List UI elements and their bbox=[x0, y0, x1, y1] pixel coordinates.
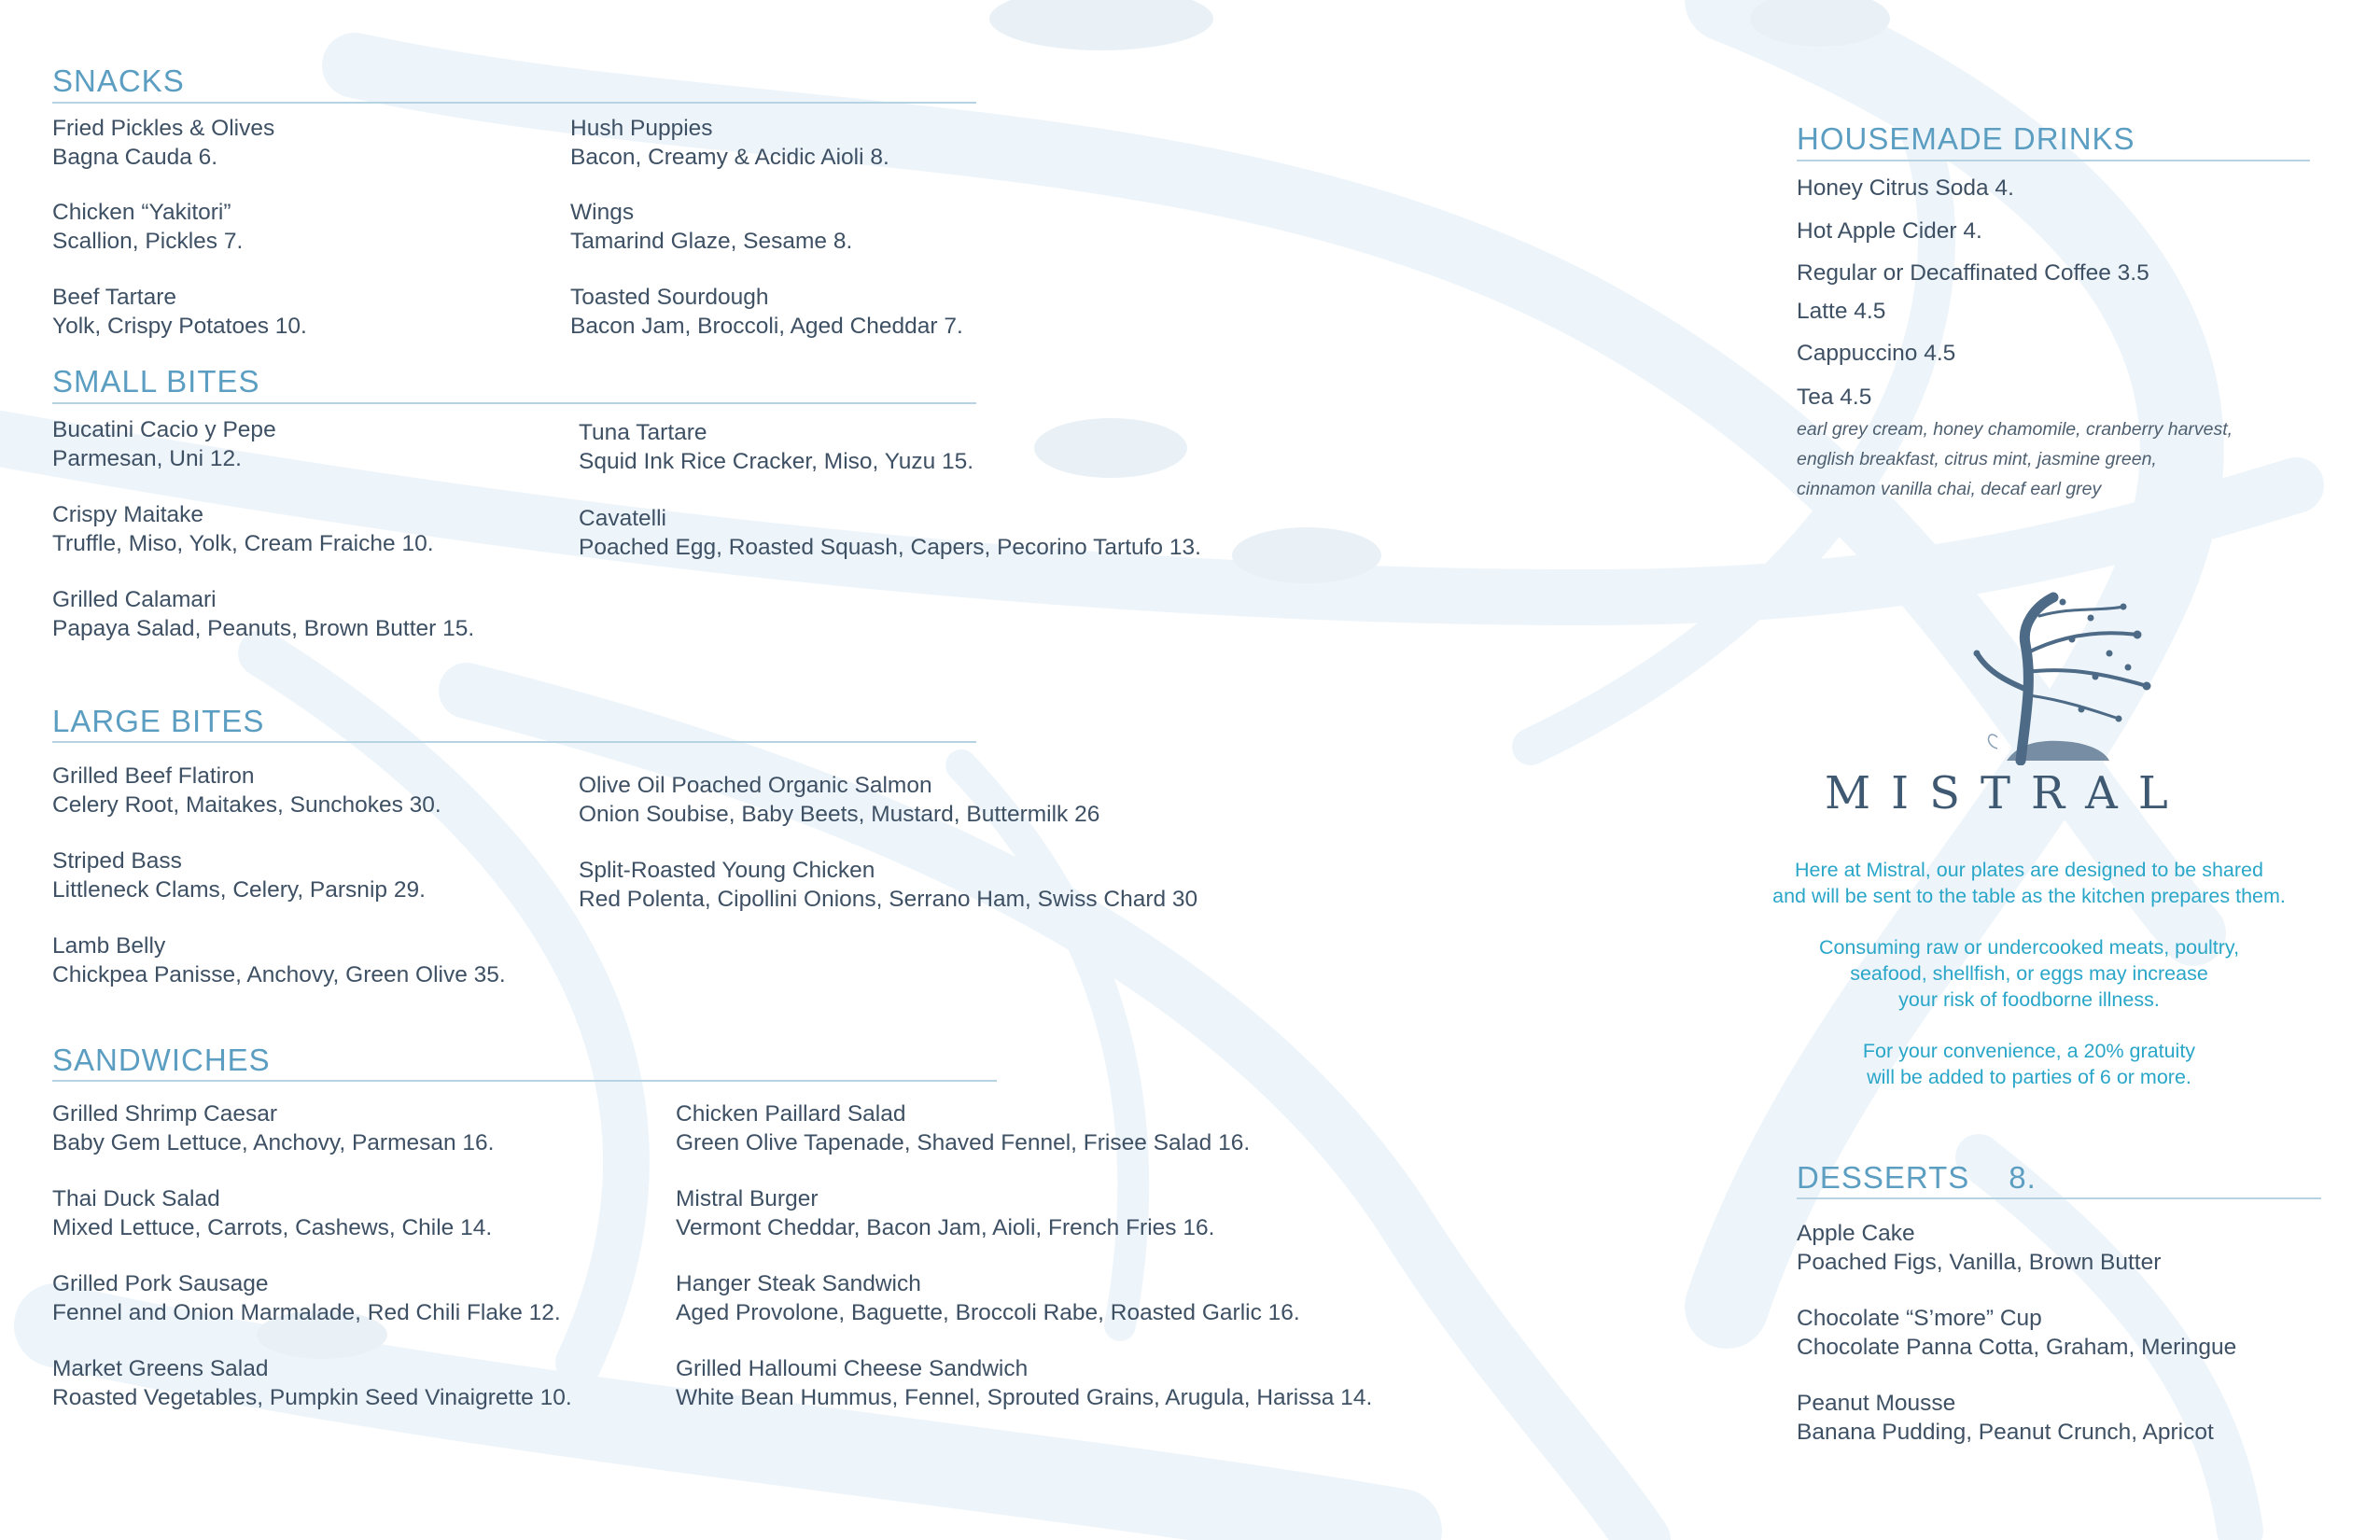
item-description: Bacon Jam, Broccoli, Aged Cheddar 7. bbox=[570, 314, 963, 339]
item-name: Wings bbox=[570, 200, 635, 225]
item-name: Bucatini Cacio y Pepe bbox=[52, 417, 276, 442]
section-divider bbox=[1797, 160, 2310, 161]
item-description: Scallion, Pickles 7. bbox=[52, 229, 244, 254]
item-name: Grilled Shrimp Caesar bbox=[52, 1101, 277, 1127]
item-name: Market Greens Salad bbox=[52, 1356, 269, 1381]
menu-item bbox=[1797, 1219, 2161, 1277]
item-name: Apple Cake bbox=[1797, 1221, 1915, 1246]
item-name: Fried Pickles & Olives bbox=[52, 116, 275, 141]
item-name: Grilled Beef Flatiron bbox=[52, 763, 255, 789]
note-line: Consuming raw or undercooked meats, poultry, bbox=[1818, 936, 2240, 959]
item-description: Squid Ink Rice Cracker, Miso, Yuzu 15. bbox=[579, 449, 974, 474]
item-name: Chicken Paillard Salad bbox=[676, 1101, 906, 1127]
item-name: Chocolate “S’more” Cup bbox=[1797, 1306, 2042, 1331]
section-divider bbox=[1797, 1197, 2321, 1199]
item-description: Truffle, Miso, Yolk, Cream Fraiche 10. bbox=[52, 531, 434, 556]
item-description: White Bean Hummus, Fennel, Sprouted Grains, Arugula, Harissa 14. bbox=[676, 1385, 1373, 1410]
item-name: Grilled Calamari bbox=[52, 587, 217, 612]
menu-item bbox=[52, 283, 307, 341]
item-description: Chickpea Panisse, Anchovy, Green Olive 35. bbox=[52, 962, 506, 987]
menu-item bbox=[52, 500, 434, 558]
note-line: seafood, shellfish, or eggs may increase bbox=[1850, 962, 2208, 985]
tea-flavors-list bbox=[1797, 414, 2233, 504]
menu-item bbox=[52, 1099, 494, 1157]
menu-item bbox=[52, 931, 506, 989]
menu-item bbox=[52, 198, 243, 256]
section-title-snacks: SNACKS bbox=[52, 63, 185, 98]
item-name: Grilled Halloumi Cheese Sandwich bbox=[676, 1356, 1029, 1381]
note-line: For your convenience, a 20% gratuity bbox=[1862, 1040, 2196, 1062]
item-description: Roasted Vegetables, Pumpkin Seed Vinaigrette 10. bbox=[52, 1385, 572, 1410]
item-name: Cavatelli bbox=[579, 506, 666, 531]
note-line: your risk of foodborne illness. bbox=[1898, 988, 2160, 1011]
item-name: Olive Oil Poached Organic Salmon bbox=[579, 773, 932, 798]
item-name: Beef Tartare bbox=[52, 285, 177, 310]
desserts-price: 8. bbox=[2009, 1160, 2037, 1195]
item-name: Tuna Tartare bbox=[579, 420, 707, 445]
menu-item bbox=[570, 114, 889, 172]
tea-flavors-line: english breakfast, citrus mint, jasmine green, bbox=[1797, 449, 2157, 469]
desserts-title: DESSERTS bbox=[1797, 1160, 1970, 1195]
item-description: Onion Soubise, Baby Beets, Mustard, Buttermilk 26 bbox=[579, 802, 1100, 827]
item-description: Tamarind Glaze, Sesame 8. bbox=[570, 229, 853, 254]
item-description: Mixed Lettuce, Carrots, Cashews, Chile 14. bbox=[52, 1215, 493, 1240]
section-divider bbox=[52, 402, 976, 404]
menu-item bbox=[52, 847, 426, 904]
menu-item bbox=[579, 856, 1197, 914]
drink-item: Honey Citrus Soda 4. bbox=[1797, 175, 2014, 201]
section-title-housemade-drinks: HOUSEMADE DRINKS bbox=[1797, 121, 2135, 156]
windswept-tree-icon bbox=[1932, 579, 2156, 765]
section-title-small-bites: SMALL BITES bbox=[52, 364, 260, 399]
menu-item bbox=[52, 762, 441, 819]
item-name: Hanger Steak Sandwich bbox=[676, 1271, 921, 1296]
item-description: Green Olive Tapenade, Shaved Fennel, Frisee Salad 16. bbox=[676, 1130, 1251, 1155]
item-description: Banana Pudding, Peanut Crunch, Apricot bbox=[1797, 1420, 2214, 1445]
section-divider bbox=[52, 1080, 997, 1082]
menu-item bbox=[579, 418, 973, 476]
item-description: Papaya Salad, Peanuts, Brown Butter 15. bbox=[52, 616, 475, 641]
item-name: Crispy Maitake bbox=[52, 502, 204, 527]
item-name: Split-Roasted Young Chicken bbox=[579, 858, 875, 883]
drink-item: Regular or Decaffinated Coffee 3.5 bbox=[1797, 260, 2149, 286]
note-line: will be added to parties of 6 or more. bbox=[1867, 1066, 2191, 1088]
item-name: Chicken “Yakitori” bbox=[52, 200, 231, 225]
item-description: Aged Provolone, Baguette, Broccoli Rabe, Roasted Garlic 16. bbox=[676, 1300, 1300, 1325]
brand-wordmark: MISTRAL bbox=[1825, 767, 2189, 819]
tea-flavors-line: cinnamon vanilla chai, decaf earl grey bbox=[1797, 479, 2102, 499]
menu-item bbox=[52, 1269, 561, 1327]
drink-item: Hot Apple Cider 4. bbox=[1797, 218, 1982, 244]
section-divider bbox=[52, 102, 976, 104]
drink-item: Tea 4.5 bbox=[1797, 385, 1872, 410]
menu-item bbox=[676, 1354, 1372, 1412]
item-description: Vermont Cheddar, Bacon Jam, Aioli, French Fries 16. bbox=[676, 1215, 1215, 1240]
gratuity-note bbox=[1730, 1038, 2328, 1090]
item-description: Chocolate Panna Cotta, Graham, Meringue bbox=[1797, 1335, 2237, 1360]
note-line: Here at Mistral, our plates are designed to be shared bbox=[1795, 859, 2263, 881]
item-name: Thai Duck Salad bbox=[52, 1186, 220, 1211]
section-title-desserts bbox=[1797, 1162, 2037, 1193]
menu-item bbox=[570, 198, 852, 256]
menu-item bbox=[52, 1184, 492, 1242]
menu-item bbox=[1797, 1389, 2214, 1447]
menu-item bbox=[676, 1184, 1214, 1242]
item-description: Poached Egg, Roasted Squash, Capers, Pecorino Tartufo 13. bbox=[579, 535, 1201, 560]
drink-item: Latte 4.5 bbox=[1797, 299, 1886, 324]
section-divider bbox=[52, 741, 976, 743]
section-title-sandwiches: SANDWICHES bbox=[52, 1043, 271, 1077]
menu-item bbox=[676, 1269, 1300, 1327]
menu-item bbox=[52, 114, 274, 172]
menu-item bbox=[676, 1099, 1250, 1157]
item-description: Bagna Cauda 6. bbox=[52, 145, 218, 170]
menu-item bbox=[1797, 1304, 2236, 1362]
item-name: Peanut Mousse bbox=[1797, 1391, 1956, 1416]
item-description: Littleneck Clams, Celery, Parsnip 29. bbox=[52, 877, 426, 903]
menu-item bbox=[52, 585, 474, 643]
item-description: Yolk, Crispy Potatoes 10. bbox=[52, 314, 307, 339]
item-name: Grilled Pork Sausage bbox=[52, 1271, 269, 1296]
food-safety-warning bbox=[1730, 934, 2328, 1013]
sharing-note bbox=[1730, 857, 2328, 909]
menu-item bbox=[52, 415, 276, 473]
item-description: Bacon, Creamy & Acidic Aioli 8. bbox=[570, 145, 889, 170]
menu-item bbox=[570, 283, 963, 341]
item-description: Celery Root, Maitakes, Sunchokes 30. bbox=[52, 792, 441, 818]
section-title-large-bites: LARGE BITES bbox=[52, 704, 265, 738]
drink-item: Cappuccino 4.5 bbox=[1797, 341, 1956, 366]
menu-item bbox=[579, 771, 1099, 829]
menu-item bbox=[579, 504, 1201, 562]
item-name: Lamb Belly bbox=[52, 933, 166, 959]
item-name: Striped Bass bbox=[52, 848, 182, 874]
menu-item bbox=[52, 1354, 572, 1412]
note-line: and will be sent to the table as the kitchen prepares them. bbox=[1772, 885, 2286, 907]
item-description: Baby Gem Lettuce, Anchovy, Parmesan 16. bbox=[52, 1130, 495, 1155]
tea-flavors-line: earl grey cream, honey chamomile, cranberry harvest, bbox=[1797, 419, 2233, 440]
item-description: Fennel and Onion Marmalade, Red Chili Flake 12. bbox=[52, 1300, 561, 1325]
item-description: Poached Figs, Vanilla, Brown Butter bbox=[1797, 1250, 2162, 1275]
item-description: Parmesan, Uni 12. bbox=[52, 446, 242, 471]
item-description: Red Polenta, Cipollini Onions, Serrano Ham, Swiss Chard 30 bbox=[579, 887, 1198, 912]
item-name: Toasted Sourdough bbox=[570, 285, 769, 310]
item-name: Hush Puppies bbox=[570, 116, 713, 141]
item-name: Mistral Burger bbox=[676, 1186, 819, 1211]
